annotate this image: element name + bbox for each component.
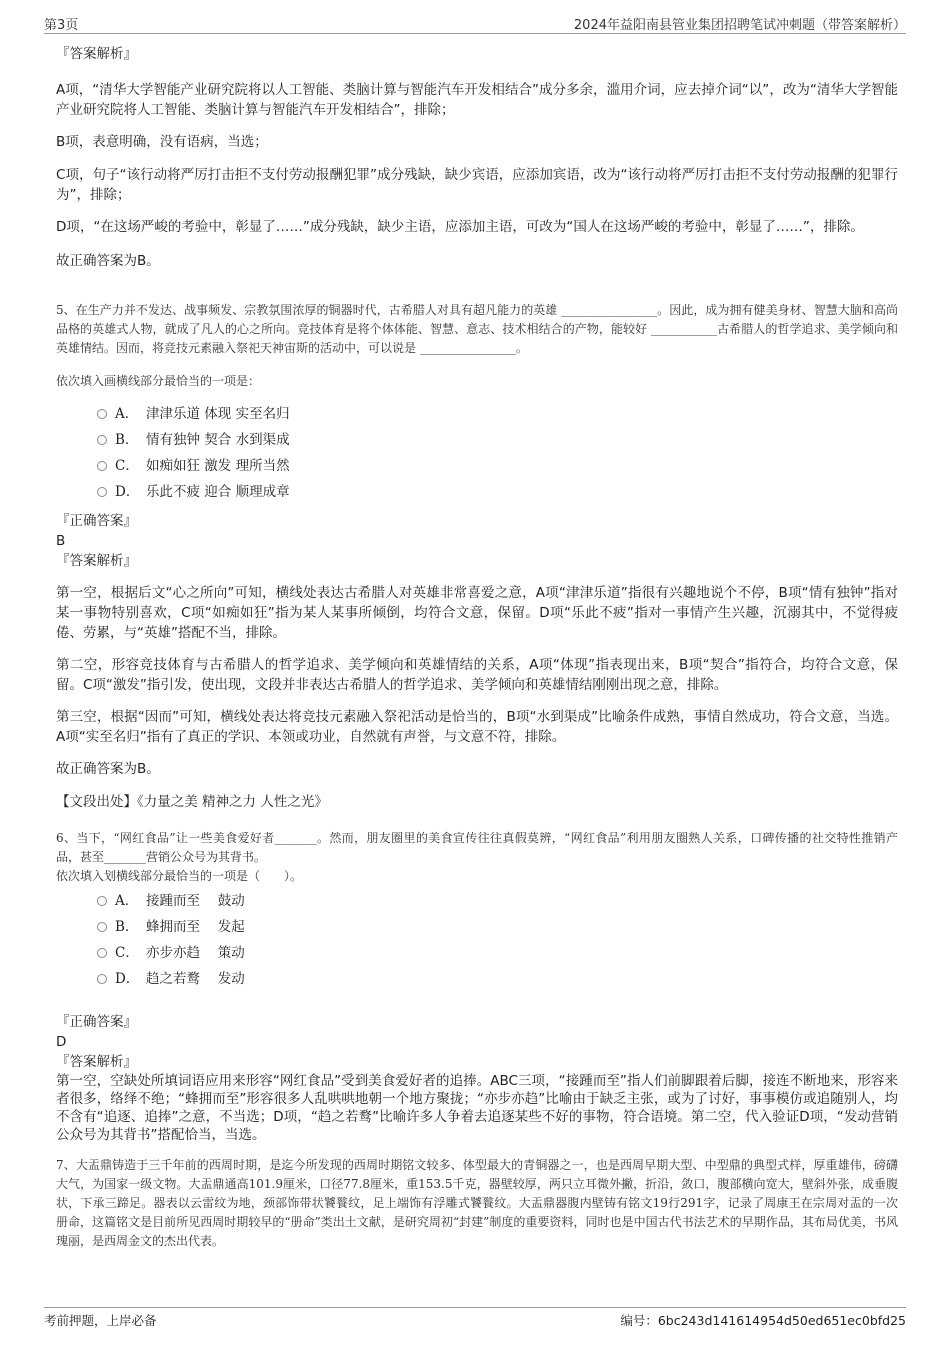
footer-slogan: 考前押题，上岸必备 bbox=[44, 1313, 157, 1328]
q5-instruction: 依次填入画横线部分最恰当的一项是： bbox=[56, 374, 261, 388]
q7-stem: 7、大盂鼎铸造于三千年前的西周时期，是迄今所发现的西周时期铭文较多、体型最大的青铜器之一，也是西周早期大型、中型鼎的典型式样，厚重雄伟，磅礴大气，为国家一级文物。大盂鼎通高101.9厘米，口径77.8厘米，重153.5千克，器壁较厚，两只立耳微外撇，折沿，敛口，腹部横向宽大，壁斜外张，成垂腹状，下承三蹄足。器表以云雷纹为地，颈部饰带状饕餮纹，足上端饰有浮雕式饕餮纹。大盂鼎器腹内壁铸有铭文19行291字，记录了周康王在宗周对盂的一次册命，这篇铭文是目前所见西周时期较早的“册命”类出土文献，是研究周初“封建”制度的重要资料，同时也是中国古代书法艺术的早期作品，其布局优美，书风瑰丽，是西周金文的杰出代表。 bbox=[56, 1158, 898, 1248]
q5-answer: B bbox=[56, 533, 66, 549]
radio-icon[interactable] bbox=[97, 974, 107, 984]
q5-conclusion: 故正确答案为B。 bbox=[56, 761, 160, 777]
q5-options bbox=[56, 401, 898, 505]
q5-analysis-p1: 第一空，根据后文“心之所向”可知，横线处表达古希腊人对英雄非常喜爱之意，A项“津津乐道”指很有兴趣地说个不停，B项“情有独钟”指对某一事物特别喜欢，C项“如痴如狂”指为某人某事所倾倒，均符合文意，保留。D项“乐此不疲”指对一事情产生兴趣，沉溺其中，不觉得疲倦、劳累，与“英雄”搭配不当，排除。 bbox=[56, 585, 898, 641]
q6-option-b[interactable] bbox=[56, 914, 898, 940]
q4-analysis-a: A项，“清华大学智能产业研究院将以人工智能、类脑计算与智能汽车开发相结合”成分多余，滥用介词，应去掉介词“以”，改为“清华大学智能产业研究院将人工智能、类脑计算与智能汽车开发相结合”，排除； bbox=[56, 82, 898, 118]
option-text: 趋之若鹜 发动 bbox=[146, 971, 245, 987]
q5-answer-label: 『正确答案』 bbox=[56, 513, 137, 529]
q6-option-d[interactable] bbox=[56, 966, 898, 992]
q5-analysis-p3: 第三空，根据“因而”可知，横线处表达将竞技元素融入祭祀活动是恰当的，B项“水到渠成”比喻条件成熟，事情自然成功，符合文意，当选。A项“实至名归”指有了真正的学识、本领或功业，自然就有声誉，与文意不符，排除。 bbox=[56, 709, 898, 745]
document-body bbox=[56, 44, 898, 1251]
option-letter: A． bbox=[115, 893, 139, 909]
radio-icon[interactable] bbox=[97, 948, 107, 958]
option-letter: D． bbox=[115, 971, 140, 987]
q5-option-b[interactable] bbox=[56, 427, 898, 453]
q4-conclusion: 故正确答案为B。 bbox=[56, 253, 160, 269]
radio-icon[interactable] bbox=[97, 461, 107, 471]
q6-answer-label: 『正确答案』 bbox=[56, 1014, 137, 1030]
option-letter: A． bbox=[115, 406, 139, 422]
analysis-label: 『答案解析』 bbox=[56, 46, 137, 62]
q4-analysis-c: C项，句子“该行动将严厉打击拒不支付劳动报酬犯罪”成分残缺，缺少宾语，应添加宾语，改为“该行动将严厉打击拒不支付劳动报酬的犯罪行为”，排除； bbox=[56, 167, 898, 203]
option-letter: C． bbox=[115, 945, 139, 961]
q5-analysis-p2: 第二空，形容竞技体育与古希腊人的哲学追求、美学倾向和英雄情结的关系，A项“体现”指表现出来，B项“契合”指符合，均符合文意，保留。C项“激发”指引发，使出现，文段并非表达古希腊人的哲学追求、美学倾向和英雄情结刚刚出现之意，排除。 bbox=[56, 657, 898, 693]
header-divider bbox=[44, 33, 906, 34]
footer-divider bbox=[44, 1307, 906, 1308]
q6-option-a[interactable] bbox=[56, 888, 898, 914]
q6-instruction: 依次填入划横线部分最恰当的一项是（ ）。 bbox=[56, 869, 303, 883]
q4-analysis-d: D项，“在这场严峻的考验中，彰显了……”成分残缺，缺少主语，应添加主语，可改为“国人在这场严峻的考验中，彰显了……”，排除。 bbox=[56, 219, 864, 235]
page-number: 第3页 bbox=[44, 18, 79, 33]
q5-analysis-label: 『答案解析』 bbox=[56, 553, 137, 569]
option-letter: C． bbox=[115, 458, 139, 474]
option-text: 情有独钟 契合 水到渠成 bbox=[146, 432, 290, 448]
q5-option-c[interactable] bbox=[56, 453, 898, 479]
document-title: 2024年益阳南县管业集团招聘笔试冲刺题（带答案解析） bbox=[573, 18, 906, 33]
option-letter: B． bbox=[115, 432, 139, 448]
option-text: 接踵而至 鼓动 bbox=[146, 893, 245, 909]
document-id: 编号：6bc243d141614954d50ed651ec0bfd25 bbox=[620, 1313, 906, 1328]
q6-option-c[interactable] bbox=[56, 940, 898, 966]
page-header bbox=[44, 14, 906, 34]
radio-icon[interactable] bbox=[97, 896, 107, 906]
option-text: 如痴如狂 激发 理所当然 bbox=[146, 458, 290, 474]
radio-icon[interactable] bbox=[97, 922, 107, 932]
option-text: 乐此不疲 迎合 顺理成章 bbox=[146, 484, 290, 500]
radio-icon[interactable] bbox=[97, 487, 107, 497]
q5-stem: 5、在生产力并不发达、战事频发、宗教氛围浓厚的铜器时代，古希腊人对具有超凡能力的英雄 ________________。因此，成为拥有健美身材、智慧大脑和高尚品格的英雄式人物，就成了凡人的心之所向。竞技体育是将个体体能、智慧、意志、技术相结合的产物，能较好 ___________古希腊人的哲学追求、美学倾向和英雄情结。因而，将竞技元素融入祭祀天神宙斯的活动中，可以说是 ________________。 bbox=[56, 303, 898, 355]
q5-option-d[interactable] bbox=[56, 479, 898, 505]
q6-options bbox=[56, 888, 898, 992]
radio-icon[interactable] bbox=[97, 409, 107, 419]
option-letter: B． bbox=[115, 919, 139, 935]
q5-option-a[interactable] bbox=[56, 401, 898, 427]
option-text: 津津乐道 体现 实至名归 bbox=[146, 406, 290, 422]
q6-analysis-label: 『答案解析』 bbox=[56, 1054, 137, 1070]
option-letter: D． bbox=[115, 484, 140, 500]
q6-stem: 6、当下，“网红食品”让一些美食爱好者_______。然而，朋友圈里的美食宣传往往真假莫辨，“网红食品”利用朋友圈熟人关系，口碑传播的社交特性推销产品，甚至_______营销公众号为其背书。 bbox=[56, 831, 898, 864]
option-text: 蜂拥而至 发起 bbox=[146, 919, 245, 935]
q4-analysis-b: B项，表意明确，没有语病，当选； bbox=[56, 134, 268, 150]
q5-source: 【文段出处】《力量之美 精神之力 人性之光》 bbox=[56, 794, 328, 810]
option-text: 亦步亦趋 策动 bbox=[146, 945, 245, 961]
q6-analysis: 第一空，空缺处所填词语应用来形容“网红食品”受到美食爱好者的追捧。ABC三项，“接踵而至”指人们前脚跟着后脚，接连不断地来，形容来者很多，络绎不绝；“蜂拥而至”形容很多人乱哄哄地朝一个地方聚拢；“亦步亦趋”比喻由于缺乏主张，或为了讨好，事事模仿或追随别人，均不含有“追逐、追捧”之意，不当选；D项，“趋之若鹜”比喻许多人争着去追逐某些不好的事物，符合语境。第二空，代入验证D项，“发动营销公众号为其背书”搭配恰当，当选。 bbox=[56, 1073, 898, 1143]
q6-answer: D bbox=[56, 1034, 67, 1050]
radio-icon[interactable] bbox=[97, 435, 107, 445]
